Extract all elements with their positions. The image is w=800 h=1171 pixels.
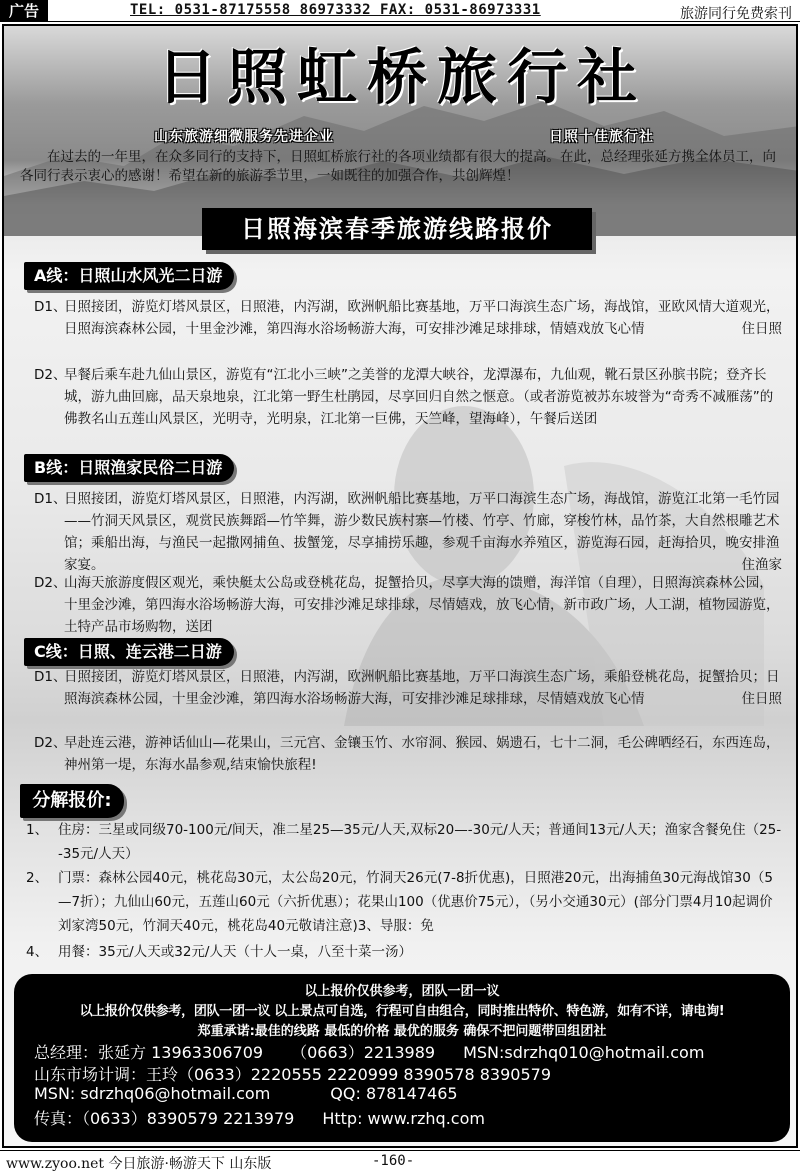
breakdown-tag: 分解报价:	[20, 784, 124, 818]
fax-line	[34, 1106, 485, 1129]
fax: 传真：（0633）8390579 2213979	[34, 1109, 295, 1128]
day-number: D1、	[34, 299, 67, 315]
item-number: 2、	[26, 870, 49, 886]
subtitle-right: 日照十佳旅行社	[549, 129, 654, 145]
breakdown-item-meals	[26, 940, 782, 964]
footer-note: 以上报价仅供参考，团队一团一议 以上景点可自选，行程可自由组合，同时推出特价、特色游，如有不详，请电询!	[79, 1004, 725, 1019]
ad-poster	[2, 24, 798, 1148]
day-stay: 住渔家	[741, 557, 782, 573]
route-c-day-2	[34, 732, 782, 776]
intro-paragraph: 在过去的一年里，在众多同行的支持下，日照虹桥旅行社的各项业绩都有很大的提高。在此，总经理张延方携全体员工，向各同行表示衷心的感谢！希望在新的旅游季节里，一如既往的加强合作，共创辉煌！	[20, 149, 776, 184]
item-text: 住房：三星或同级70-100元/间天，准二星25—35元/人天,双标20—-30元/人天；普通间13元/人天；渔家含餐免住（25--35元/人天）	[58, 822, 782, 862]
day-itinerary: 早赴连云港，游神话仙山—花果山，三元宫、金镶玉竹、水帘洞、猴园、娲遗石，七十二洞，毛公碑晒经石，东西连岛，神州第一堤，东海水晶参观,结束愉快旅程!	[64, 735, 780, 773]
top-strip	[0, 0, 800, 22]
route-b-day-1	[34, 488, 782, 576]
breakdown-item-tickets	[26, 866, 782, 938]
footer-promise: 郑重承诺:最佳的线路 最低的价格 最优的服务 确保不把问题带回组团社	[197, 1024, 607, 1039]
manager-name: 总经理：张延方 13963306709	[34, 1043, 264, 1062]
magazine-contact: TEL: 0531-87175558 86973332 FAX: 0531-86973331	[130, 2, 541, 18]
item-text: 门票：森林公园40元，桃花岛30元，太公岛20元，竹洞天26元(7-8折优惠)，日照港20元，出海捕鱼30元海战馆30（5—7折）；九仙山60元，五莲山60元（六折优惠）；花果山100（优惠价75元），（另小交通30元）(部分门票4月10起调价刘家湾50元，竹洞天40元，桃花岛40元敬请注意)3、导服：免	[58, 870, 773, 934]
day-itinerary: 日照接团，游览灯塔风景区，日照港，内泻湖，欧洲帆船比赛基地，万平口海滨生态广场，海战馆，亚欧风情大道观光，日照海滨森林公园，十里金沙滩，第四海水浴场畅游大海，可安排沙滩足球排球，情嬉戏放飞心情	[64, 299, 780, 337]
footer-note: 以上报价仅供参考，团队一团一议	[304, 984, 500, 999]
price-banner: 日照海滨春季旅游线路报价	[202, 208, 592, 250]
day-number: D2、	[34, 735, 67, 751]
manager-line	[34, 1040, 704, 1063]
day-number: D2、	[34, 575, 67, 591]
day-itinerary: 日照接团，游览灯塔风景区，日照港，内泻湖，欧洲帆船比赛基地，万平口海滨生态广场，乘船登桃花岛，捉蟹拾贝；日照海滨森林公园，十里金沙滩，第四海水浴场畅游大海，可安排沙滩足球排球，尽情嬉戏放飞心情	[64, 669, 780, 707]
day-itinerary: 日照接团，游览灯塔风景区，日照港，内泻湖，欧洲帆船比赛基地，万平口海滨生态广场，海战馆，游览江北第一毛竹园——竹洞天风景区，观赏民族舞蹈—竹竿舞，游少数民族村寨—竹楼、竹亭、竹廊，穿梭竹林，品竹茶，大自然根雕艺术馆；乘船出海，与渔民一起撒网捕鱼、拔蟹笼，尽享捕捞乐趣，参观千亩海水养殖区，游览海石园，赶海拾贝，晚安排渔家宴。	[64, 491, 780, 573]
manager-msn: MSN:sdrzhq010@hotmail.com	[463, 1043, 705, 1062]
agency-title: 日照虹桥旅行社	[157, 43, 647, 113]
manager-tel: （0663）2213989	[291, 1043, 436, 1062]
route-c-day-1	[34, 666, 782, 710]
honor-subtitles	[154, 126, 654, 146]
free-index-label: 旅游同行免费索刊	[680, 6, 792, 22]
route-a-day-2	[34, 364, 782, 430]
route-a-tag: A线：日照山水风光二日游	[24, 262, 234, 290]
item-text: 用餐：35元/人天或32元/人天（十人一桌，八至十菜一汤）	[58, 944, 412, 960]
day-stay: 住日照	[741, 691, 782, 707]
msn-line	[34, 1084, 458, 1103]
day-itinerary: 早餐后乘车赴九仙山景区，游览有“江北小三峡”之美誉的龙潭大峡谷，龙潭瀑布，九仙观，靴石景区孙膑书院；登齐长城，游九曲回廊，品天泉地泉，江北第一野生杜鹃园，尽享回归自然之惬意。（或者游览被苏东坡誉为“奇秀不减雁荡”的佛教名山五莲山风景区，光明寺，光明泉，江北第一巨佛，天竺峰，望海峰），午餐后送团	[64, 367, 774, 427]
route-c-tag: C线：日照、连云港二日游	[24, 638, 234, 666]
ad-label: 广告	[0, 0, 48, 22]
day-number: D1、	[34, 491, 67, 507]
msn: MSN: sdrzhq06@hotmail.com	[34, 1084, 271, 1103]
magazine-footer: www.zyoo.net 今日旅游·畅游天下 山东版	[6, 1156, 272, 1171]
route-b-day-2	[34, 572, 782, 638]
item-number: 1、	[26, 822, 49, 838]
subtitle-left: 山东旅游细微服务先进企业	[154, 129, 334, 145]
qq: QQ: 878147465	[330, 1084, 458, 1103]
route-b-tag: B线：日照渔家民俗二日游	[24, 454, 234, 482]
bottom-strip	[0, 1150, 800, 1171]
day-number: D1、	[34, 669, 67, 685]
route-a-day-1	[34, 296, 782, 340]
day-stay: 住日照	[741, 321, 782, 337]
day-number: D2、	[34, 367, 67, 383]
item-number: 4、	[26, 944, 49, 960]
market-line: 山东市场计调：王玲（0633）2220555 2220999 8390578 8390579	[34, 1065, 552, 1084]
breakdown-item-lodging	[26, 818, 782, 866]
day-itinerary: 山海天旅游度假区观光，乘快艇太公岛或登桃花岛，捉蟹拾贝，尽享大海的馈赠，海洋馆（自理），日照海滨森林公园，十里金沙滩，第四海水浴场畅游大海，可安排沙滩足球排球，尽情嬉戏，放飞心情，新市政广场，人工湖，植物园游览，土特产品市场购物，送团	[64, 575, 780, 635]
website-link[interactable]: Http: www.rzhq.com	[322, 1109, 485, 1128]
page-number: -160-	[372, 1153, 415, 1169]
contact-box	[14, 974, 790, 1142]
